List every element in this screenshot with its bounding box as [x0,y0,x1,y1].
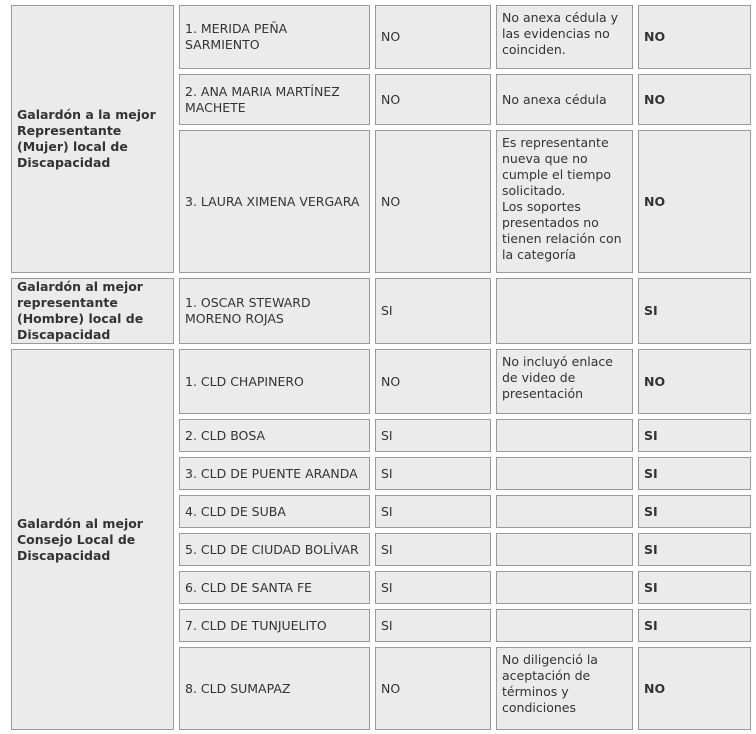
meets-cell [375,571,491,604]
category-cell [11,278,174,344]
observation-cell [496,130,633,273]
observation-cell [496,609,633,642]
observation-text: No anexa cédula y las evidencias no coinciden. [502,10,618,57]
result-value: NO [644,29,666,44]
evaluation-table [6,0,756,734]
candidate-name: 3. LAURA XIMENA VERGARA [185,193,360,209]
observation-cell [496,349,633,414]
meets-value: NO [381,373,401,389]
meets-value: SI [381,303,393,318]
candidate-cell [179,533,370,566]
meets-cell [375,457,491,490]
result-cell [638,349,751,414]
meets-value: SI [381,617,393,633]
observation-cell [496,74,633,125]
candidate-name: 8. CLD SUMAPAZ [185,680,291,696]
result-cell [638,495,751,528]
candidate-name: 2. ANA MARIA MARTÍNEZ MACHETE [185,83,340,115]
meets-value: NO [381,91,401,107]
observation-cell [496,5,633,69]
candidate-cell [179,130,370,273]
category-cell [11,5,174,273]
candidate-cell [179,571,370,604]
meets-cell [375,647,491,730]
result-cell [638,533,751,566]
result-value: NO [644,680,666,696]
meets-value: SI [381,503,393,519]
meets-value: SI [381,427,393,443]
meets-cell [375,495,491,528]
candidate-cell [179,5,370,69]
category-label: Galardón a la mejor Representante (Mujer) local de Discapacidad [17,107,156,170]
observation-text: No diligenció la aceptación de términos y condiciones [502,652,598,715]
candidate-name: 5. CLD DE CIUDAD BOLÍVAR [185,541,359,557]
candidate-cell [179,647,370,730]
candidate-cell [179,349,370,414]
result-value: SI [644,541,658,557]
meets-cell [375,609,491,642]
result-value: SI [644,617,658,633]
candidate-cell [179,419,370,452]
result-cell [638,571,751,604]
result-cell [638,5,751,69]
meets-value: NO [381,193,401,209]
meets-cell [375,349,491,414]
observation-text: No incluyó enlace de video de presentación [502,354,613,401]
candidate-cell [179,457,370,490]
meets-cell [375,419,491,452]
result-cell [638,647,751,730]
observation-cell [496,457,633,490]
meets-value: SI [381,465,393,481]
observation-cell [496,495,633,528]
category-cell [11,349,174,730]
candidate-cell [179,495,370,528]
candidate-name: 3. CLD DE PUENTE ARANDA [185,465,358,481]
observation-cell [496,571,633,604]
result-value: SI [644,427,658,443]
observation-text: Es representante nueva que no cumple el tiempo solicitado. Los soportes presentados no tienen relación con la categoría [502,135,622,262]
category-label: Galardón al mejor representante (Hombre) local de Discapacidad [17,279,144,342]
candidate-name: 4. CLD DE SUBA [185,503,286,519]
observation-text: No anexa cédula [502,91,607,107]
candidate-name: 1. CLD CHAPINERO [185,373,304,389]
result-value: SI [644,303,658,318]
observation-cell [496,278,633,344]
observation-cell [496,533,633,566]
candidate-cell [179,609,370,642]
category-label: Galardón al mejor Consejo Local de Discapacidad [17,515,143,563]
meets-cell [375,533,491,566]
result-value: SI [644,503,658,519]
result-cell [638,278,751,344]
candidate-name: 2. CLD BOSA [185,427,266,443]
result-cell [638,130,751,273]
candidate-name: 7. CLD DE TUNJUELITO [185,617,327,633]
result-value: NO [644,373,666,389]
candidate-cell [179,74,370,125]
result-cell [638,74,751,125]
result-value: NO [644,193,666,209]
candidate-cell [179,278,370,344]
result-cell [638,419,751,452]
result-value: SI [644,579,658,595]
meets-value: NO [381,29,401,44]
meets-cell [375,74,491,125]
result-cell [638,457,751,490]
candidate-name: 6. CLD DE SANTA FE [185,579,313,595]
meets-value: SI [381,579,393,595]
candidate-name: 1. OSCAR STEWARD MORENO ROJAS [185,295,311,326]
meets-cell [375,278,491,344]
result-value: SI [644,465,658,481]
observation-cell [496,419,633,452]
meets-value: NO [381,680,401,696]
observation-cell [496,647,633,730]
result-value: NO [644,91,666,107]
meets-cell [375,130,491,273]
meets-cell [375,5,491,69]
meets-value: SI [381,541,393,557]
candidate-name: 1. MERIDA PEÑA SARMIENTO [185,21,288,52]
result-cell [638,609,751,642]
